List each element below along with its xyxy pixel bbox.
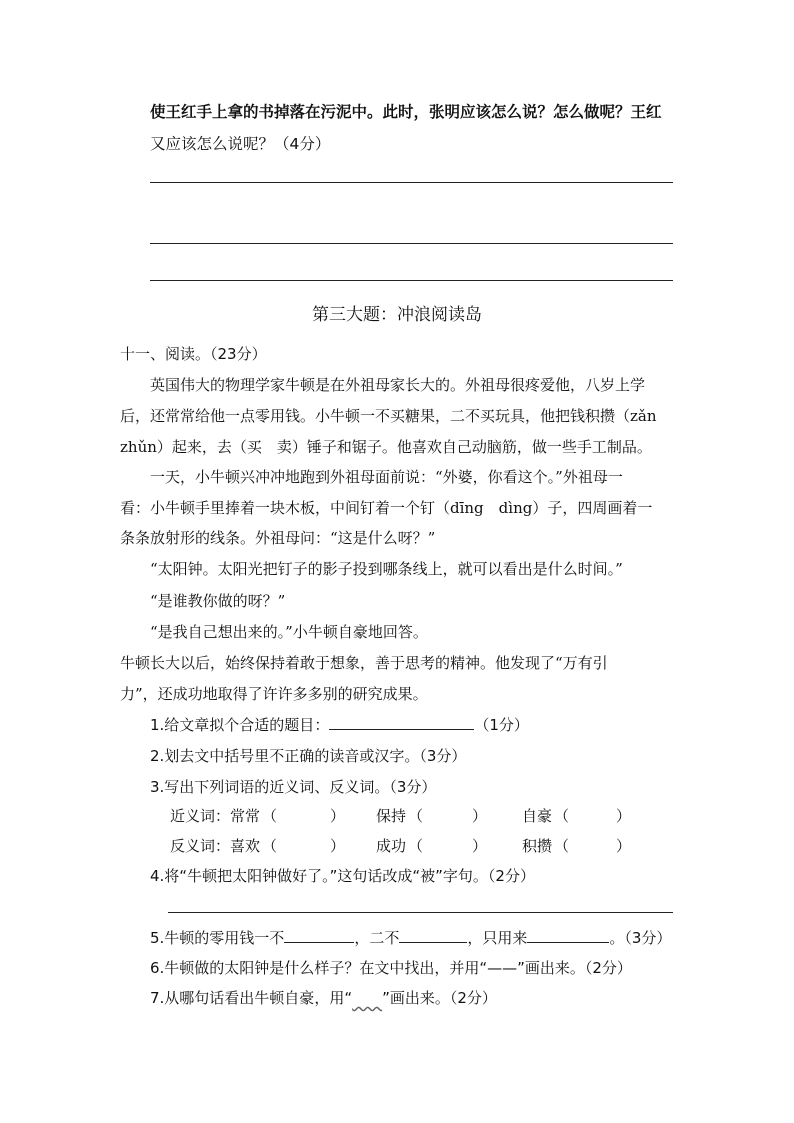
question-6: 6.牛顿做的太阳钟是什么样子？在文中找出，并用“——”画出来。（2分）	[150, 959, 632, 977]
question-1-score: （1分）	[474, 716, 529, 734]
passage-line: 英国伟大的物理学家牛顿是在外祖母家长大的。外祖母很疼爱他，八岁上学	[150, 376, 646, 394]
top-question-line-1: 使王红手上拿的书掉落在污泥中。此时，张明应该怎么说？怎么做呢？王红	[150, 103, 662, 121]
passage-line: “是我自己想出来的。”小牛顿自豪地回答。	[150, 623, 428, 641]
question-3: 3.写出下列词语的近义词、反义词。（3分）	[150, 778, 437, 796]
paren-close: ）	[330, 837, 346, 855]
question-7-text-b: ”画出来。（2分）	[382, 989, 497, 1007]
q5-blank-2[interactable]	[399, 928, 467, 943]
synonym-label: 近义词：	[170, 807, 231, 825]
synonym-word: 常常	[230, 807, 261, 825]
antonym-word: 积攒	[522, 837, 553, 855]
paren-open: （	[554, 807, 570, 825]
question-2: 2.划去文中括号里不正确的读音或汉字。（3分）	[150, 747, 467, 765]
question-1	[150, 715, 529, 735]
antonym-word: 成功	[376, 837, 407, 855]
question-7-text-a: 7.从哪句话看出牛顿自豪，用“	[150, 989, 353, 1007]
q5-blank-3[interactable]	[527, 928, 609, 943]
question-5-text-b: ，二不	[354, 929, 400, 947]
paren-close: ）	[616, 807, 632, 825]
antonym-word: 喜欢	[230, 837, 261, 855]
paren-close: ）	[616, 837, 632, 855]
paren-close: ）	[330, 807, 346, 825]
answer-line-2[interactable]	[150, 243, 673, 244]
antonym-label: 反义词：	[170, 837, 231, 855]
question-5-text-a: 5.牛顿的零用钱一不	[150, 929, 285, 947]
question-4: 4.将“牛顿把太阳钟做好了。”这句话改成“被”字句。（2分）	[150, 867, 535, 885]
passage-line: 力”，还成功地取得了许许多多别的研究成果。	[120, 685, 428, 703]
synonym-word: 自豪	[522, 807, 553, 825]
passage-line: 后，还常常给他一点零用钱。小牛顿一不买糖果，二不买玩具，他把钱积攒（zǎn	[120, 407, 657, 425]
paren-open: （	[262, 807, 278, 825]
answer-line-1[interactable]	[150, 182, 673, 183]
synonym-word: 保持	[376, 807, 407, 825]
paren-open: （	[262, 837, 278, 855]
top-question-line-2: 又应该怎么说呢？（4分）	[150, 135, 331, 153]
passage-line: “是谁教你做的呀？”	[150, 592, 286, 610]
passage-line: “太阳钟。太阳光把钉子的影子投到哪条线上，就可以看出是什么时间。”	[150, 560, 623, 578]
answer-line-3[interactable]	[150, 280, 673, 281]
section-title: 第三大题：冲浪阅读岛	[312, 305, 482, 325]
passage-line: zhǔn）起来，去（买 卖）锤子和锯子。他喜欢自己动脑筋，做一些手工制品。	[120, 438, 652, 456]
paren-open: （	[408, 837, 424, 855]
wavy-line-mark	[352, 989, 382, 1007]
paren-close: ）	[472, 837, 488, 855]
question-5-text-c: ，只用来	[467, 929, 528, 947]
passage-line: 看：小牛顿手里捧着一块木板，中间钉着一个钉（dīng dìng）子，四周画着一	[120, 499, 653, 517]
paren-open: （	[554, 837, 570, 855]
q5-blank-1[interactable]	[284, 928, 354, 943]
question-7	[150, 988, 497, 1008]
paren-close: ）	[472, 807, 488, 825]
question-4-answer-line[interactable]	[168, 912, 673, 913]
question-1-text: 1.给文章拟个合适的题目：	[150, 716, 330, 734]
question-5-text-d: 。（3分）	[609, 929, 672, 947]
reading-heading: 十一、阅读。（23分）	[120, 345, 267, 363]
passage-line: 牛顿长大以后，始终保持着敢于想象，善于思考的精神。他发现了“万有引	[120, 654, 608, 672]
passage-line: 条条放射形的线条。外祖母问：“这是什么呀？”	[120, 529, 436, 547]
question-5	[150, 928, 671, 948]
title-answer-blank[interactable]	[329, 715, 474, 730]
passage-line: 一天，小牛顿兴冲冲地跑到外祖母面前说：“外婆，你看这个。”外祖母一	[150, 468, 623, 486]
paren-open: （	[408, 807, 424, 825]
